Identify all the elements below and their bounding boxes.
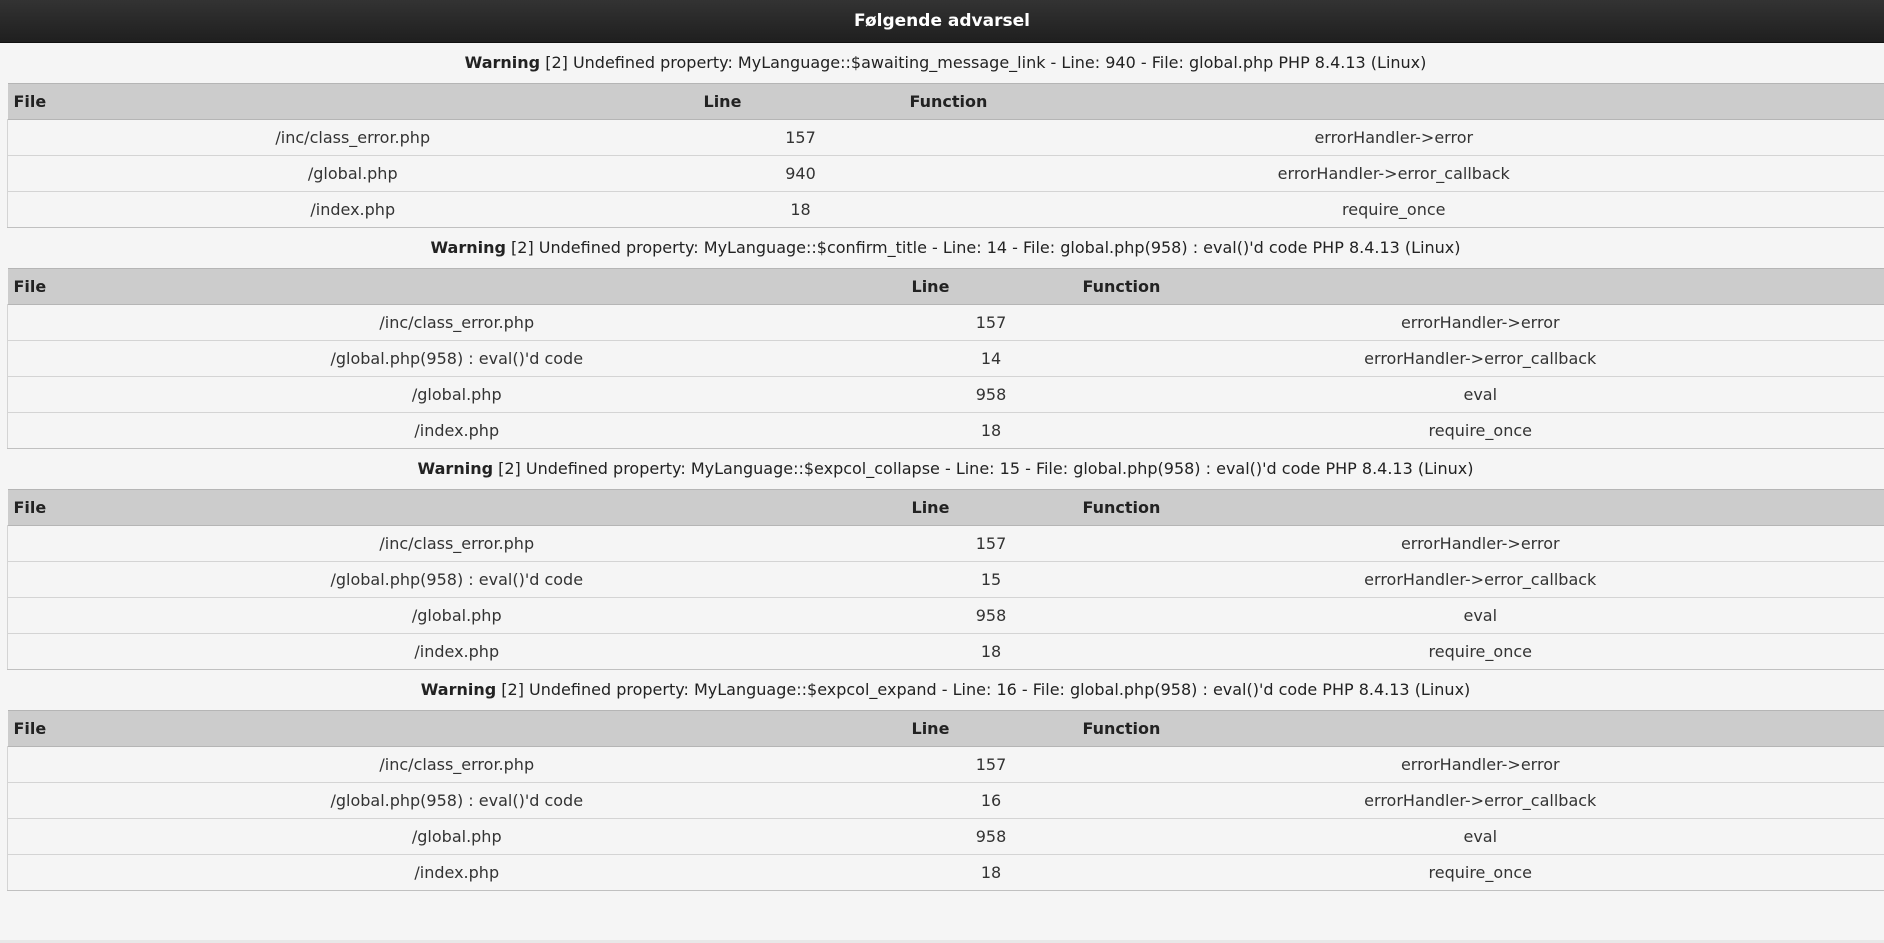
cell-function: errorHandler->error (1077, 526, 1884, 562)
warning-label: Warning (417, 459, 494, 478)
warning-message (7, 43, 1884, 83)
cell-file: /global.php(958) : eval()'d code (8, 341, 906, 377)
warning-label: Warning (420, 680, 497, 699)
cell-line: 958 (906, 598, 1077, 634)
warning-text: [2] Undefined property: MyLanguage::$expcol_collapse - Line: 15 - File: global.php(958) : eval()'d code PHP 8.4.13 (Linux) (498, 459, 1474, 478)
cell-function: errorHandler->error (1077, 305, 1884, 341)
table-header-row (8, 490, 1884, 526)
cell-file: /global.php (8, 819, 906, 855)
table-row (8, 634, 1884, 670)
column-header-line: Line (911, 719, 950, 738)
cell-line: 18 (698, 192, 904, 228)
cell-file: /global.php (8, 598, 906, 634)
cell-line: 958 (906, 377, 1077, 413)
backtrace-table (7, 710, 1884, 891)
warning-message (7, 670, 1884, 710)
warning-text: [2] Undefined property: MyLanguage::$confirm_title - Line: 14 - File: global.php(958) : eval()'d code PHP 8.4.13 (Linux) (511, 238, 1461, 257)
warning-text: [2] Undefined property: MyLanguage::$expcol_expand - Line: 16 - File: global.php(958) : eval()'d code PHP 8.4.13 (Linux) (501, 680, 1471, 699)
cell-file: /global.php (8, 156, 698, 192)
warning-label: Warning (464, 53, 541, 72)
cell-function: require_once (1077, 855, 1884, 891)
cell-line: 18 (906, 855, 1077, 891)
cell-file: /index.php (8, 413, 906, 449)
cell-line: 157 (906, 526, 1077, 562)
table-row (8, 377, 1884, 413)
cell-line: 18 (906, 413, 1077, 449)
warning-message (7, 449, 1884, 489)
table-row (8, 413, 1884, 449)
page-title: Følgende advarsel (0, 0, 1884, 43)
cell-file: /inc/class_error.php (8, 526, 906, 562)
warning-label: Warning (430, 238, 506, 257)
column-header-file: File (13, 498, 47, 517)
table-row (8, 747, 1884, 783)
cell-line: 940 (698, 156, 904, 192)
warning-text: [2] Undefined property: MyLanguage::$awaiting_message_link - Line: 940 - File: global.php PHP 8.4.13 (Linux) (545, 53, 1427, 72)
column-header-line: Line (911, 498, 950, 517)
table-row (8, 598, 1884, 634)
cell-function: errorHandler->error (1077, 747, 1884, 783)
cell-function: eval (1077, 819, 1884, 855)
column-header-file: File (13, 719, 47, 738)
cell-file: /inc/class_error.php (8, 747, 906, 783)
table-row (8, 783, 1884, 819)
cell-file: /global.php (8, 377, 906, 413)
cell-function: errorHandler->error_callback (904, 156, 1884, 192)
column-header-line: Line (703, 92, 742, 111)
backtrace-table (7, 268, 1884, 449)
column-header-function: Function (1082, 498, 1161, 517)
table-row (8, 526, 1884, 562)
table-row (8, 156, 1884, 192)
cell-function: require_once (1077, 413, 1884, 449)
cell-function: eval (1077, 377, 1884, 413)
cell-file: /index.php (8, 855, 906, 891)
table-row (8, 341, 1884, 377)
table-row (8, 819, 1884, 855)
cell-function: errorHandler->error_callback (1077, 562, 1884, 598)
column-header-function: Function (1082, 277, 1161, 296)
table-row (8, 305, 1884, 341)
cell-function: errorHandler->error_callback (1077, 341, 1884, 377)
cell-line: 15 (906, 562, 1077, 598)
cell-file: /index.php (8, 192, 698, 228)
cell-line: 958 (906, 819, 1077, 855)
cell-function: errorHandler->error (904, 120, 1884, 156)
table-row (8, 120, 1884, 156)
backtrace-table (7, 83, 1884, 228)
cell-line: 14 (906, 341, 1077, 377)
column-header-function: Function (909, 92, 988, 111)
column-header-file: File (13, 92, 47, 111)
cell-file: /inc/class_error.php (8, 305, 906, 341)
cell-file: /inc/class_error.php (8, 120, 698, 156)
cell-line: 157 (906, 747, 1077, 783)
table-row (8, 562, 1884, 598)
cell-file: /global.php(958) : eval()'d code (8, 562, 906, 598)
table-header-row (8, 711, 1884, 747)
cell-function: errorHandler->error_callback (1077, 783, 1884, 819)
cell-line: 157 (906, 305, 1077, 341)
column-header-function: Function (1082, 719, 1161, 738)
backtrace-table (7, 489, 1884, 670)
cell-function: require_once (1077, 634, 1884, 670)
table-row (8, 855, 1884, 891)
cell-function: require_once (904, 192, 1884, 228)
table-header-row (8, 84, 1884, 120)
cell-function: eval (1077, 598, 1884, 634)
column-header-file: File (13, 277, 47, 296)
cell-line: 18 (906, 634, 1077, 670)
table-row (8, 192, 1884, 228)
cell-file: /index.php (8, 634, 906, 670)
warning-message (7, 228, 1884, 268)
cell-file: /global.php(958) : eval()'d code (8, 783, 906, 819)
column-header-line: Line (911, 277, 950, 296)
cell-line: 157 (698, 120, 904, 156)
cell-line: 16 (906, 783, 1077, 819)
table-header-row (8, 269, 1884, 305)
warnings-container (0, 43, 1884, 891)
